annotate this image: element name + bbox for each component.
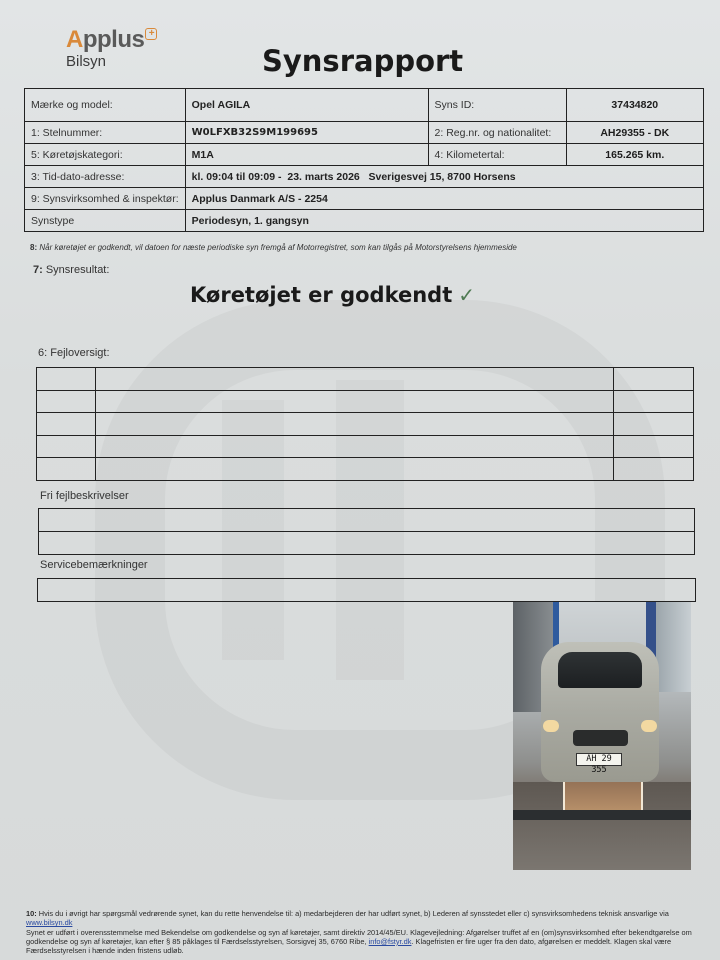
footer-legal-text	[26, 909, 696, 955]
table-row	[37, 368, 694, 391]
table-row	[25, 166, 704, 188]
footer-deadline-text: . Klagefristen er fire uger fra den dato, afgørelsen er meddelt. Klagen skal være Færdselsstyrelsen i hænde inden fristens udløb.	[26, 936, 672, 956]
regnr-value: AH29355 - DK	[566, 122, 703, 144]
servicebemaerkninger-label: Servicebemærkninger	[40, 559, 148, 571]
table-row	[39, 509, 695, 532]
fstyr-email-link[interactable]: info@fstyr.dk	[368, 936, 412, 946]
fault-description-cell	[96, 435, 614, 458]
table-row	[25, 188, 704, 210]
fault-code-cell	[37, 458, 96, 481]
table-row	[25, 89, 704, 122]
regnr-label: 2: Reg.nr. og nationalitet:	[428, 122, 566, 144]
footer-contact-text: Hvis du i øvrigt har spørgsmål vedrørende synet, kan du rette henvendelse til: a) medarbejderen der har udført synet, b) Lederen af synsstedet eller c) synsvirksomhedens teknisk ansvarlige via	[36, 909, 669, 918]
table-row	[25, 210, 704, 232]
footer-complaint-text: Synet er udført i overensstemmelse med Bekendelse om godkendelse og syn af køretøjer, samt direktiv 2014/45/EU. Klagevejledning: Afgørelser truffet af en (om)synsvirksomhed efter bekendtgørelse om godkendelse og syn af køretøjer, kan efter § 85 påklages til Færdselsstyrelsen, Sorsigvej 35, 6760 Ribe,	[26, 927, 692, 946]
vehicle-photo	[513, 602, 691, 870]
table-row	[37, 413, 694, 436]
fault-severity-cell	[614, 390, 694, 413]
photo-windshield	[558, 652, 642, 688]
servicebemaerkninger-table	[37, 578, 696, 602]
make-model-value: Opel AGILA	[185, 89, 428, 122]
logo-rest: plus	[97, 26, 145, 53]
page-title: Synsrapport	[262, 44, 464, 78]
synsresultat-label	[33, 264, 109, 276]
table-row	[39, 532, 695, 555]
photo-brake-tester	[563, 777, 643, 812]
fault-code-cell	[37, 413, 96, 436]
free-description-cell	[39, 509, 695, 532]
logo-plus-icon: +	[145, 28, 157, 40]
free-description-cell	[39, 532, 695, 555]
stelnummer-label: 1: Stelnummer:	[25, 122, 186, 144]
fault-severity-cell	[614, 413, 694, 436]
syns-id-label: Syns ID:	[428, 89, 566, 122]
check-icon: ✓	[458, 283, 476, 307]
note-8-text: Når køretøjet er godkendt, vil datoen for næste periodiske syn fremgå af Motorregistret, som kan tilgås på Motorstyrelsens hjemmeside	[37, 243, 517, 252]
bilsyn-link[interactable]: www.bilsyn.dk	[26, 918, 73, 928]
note-8	[30, 243, 517, 252]
logo-letter-a: A	[66, 26, 83, 53]
tid-dato-adresse-value: kl. 09:04 til 09:09 - 23. marts 2026 Sverigesvej 15, 8700 Horsens	[185, 166, 703, 188]
tid-dato-adresse-label: 3: Tid-dato-adresse:	[25, 166, 186, 188]
photo-license-plate: AH 29 355	[576, 753, 622, 766]
photo-headlight	[543, 720, 559, 732]
section-label: Synsresultat:	[42, 264, 110, 276]
kategori-value: M1A	[185, 144, 428, 166]
synstype-value: Periodesyn, 1. gangsyn	[185, 210, 703, 232]
synstype-label: Synstype	[25, 210, 186, 232]
service-remark-cell	[38, 579, 696, 602]
fault-description-cell	[96, 413, 614, 436]
fault-description-cell	[96, 368, 614, 391]
applus-logo	[66, 28, 157, 70]
kilometertal-value: 165.265 km.	[566, 144, 703, 166]
footer-number: 10:	[26, 909, 37, 918]
synsvirksomhed-value: Applus Danmark A/S - 2254	[185, 188, 703, 210]
logo-wordmark	[66, 28, 157, 52]
fault-code-cell	[37, 435, 96, 458]
table-row	[25, 144, 704, 166]
table-row	[25, 122, 704, 144]
stelnummer-value: W0LFXB32S9M199695	[185, 122, 428, 144]
fault-description-cell	[96, 390, 614, 413]
kategori-label: 5: Køretøjskategori:	[25, 144, 186, 166]
table-row	[37, 458, 694, 481]
fejloversigt-label: 6: Fejloversigt:	[38, 347, 110, 359]
fault-severity-cell	[614, 435, 694, 458]
fault-severity-cell	[614, 458, 694, 481]
fri-fejlbeskrivelser-table	[38, 508, 695, 555]
table-row	[37, 435, 694, 458]
fault-code-cell	[37, 368, 96, 391]
result-status-text: Køretøjet er godkendt	[190, 283, 453, 307]
syns-id-value: 37434820	[566, 89, 703, 122]
photo-rail	[513, 810, 691, 820]
fri-fejlbeskrivelser-label: Fri fejlbeskrivelser	[40, 490, 129, 502]
fault-code-cell	[37, 390, 96, 413]
note-8-number: 8:	[30, 243, 38, 252]
fault-description-cell	[96, 458, 614, 481]
make-model-label: Mærke og model:	[25, 89, 186, 122]
table-row	[38, 579, 696, 602]
vehicle-info-table	[24, 88, 704, 232]
fejloversigt-table	[36, 367, 694, 481]
table-row	[37, 390, 694, 413]
logo-subtitle: Bilsyn	[66, 53, 107, 70]
kilometertal-label: 4: Kilometertal:	[428, 144, 566, 166]
section-number: 7:	[33, 264, 43, 276]
photo-wall-right	[655, 602, 691, 692]
fault-severity-cell	[614, 368, 694, 391]
synsvirksomhed-label: 9: Synsvirksomhed & inspektør:	[25, 188, 186, 210]
inspection-result	[190, 283, 475, 307]
photo-grille	[573, 730, 628, 746]
photo-headlight	[641, 720, 657, 732]
logo-pplus: p	[82, 26, 98, 53]
